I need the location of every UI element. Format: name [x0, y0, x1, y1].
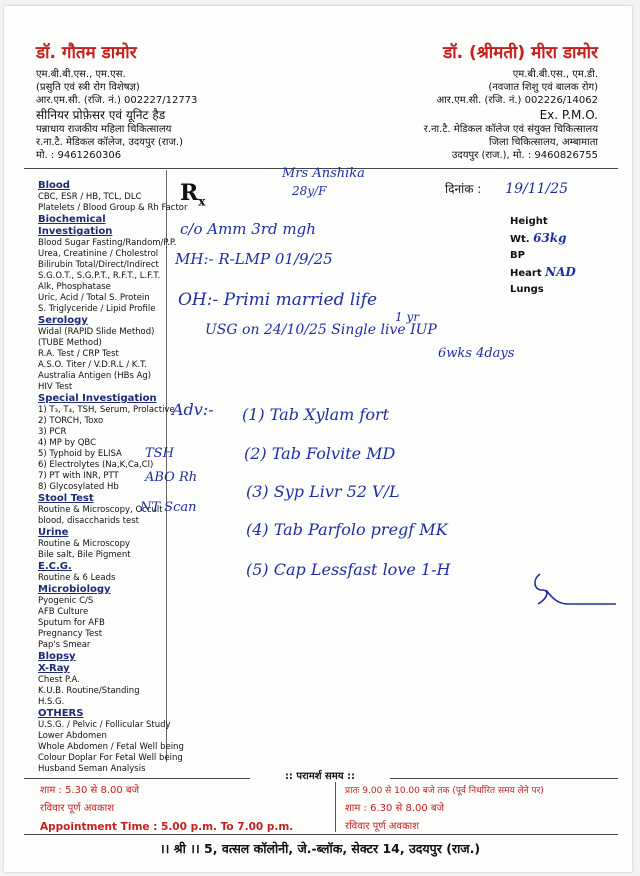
investigation-item: Australia Antigen (HBs Ag)	[38, 371, 152, 381]
investigation-item: 4) MP by QBC	[38, 438, 97, 448]
rx-symbol: $R_x$	[180, 180, 206, 209]
investigation-item: (TUBE Method)	[38, 338, 102, 348]
investigation-heading: Serology	[38, 315, 88, 326]
investigation-item: 2) TORCH, Toxo	[38, 416, 104, 426]
footer-separator	[335, 782, 336, 832]
investigation-heading: Blopsy	[38, 651, 76, 662]
investigation-item: Bile salt, Bile Pigment	[38, 550, 131, 560]
doctor-right-header	[298, 40, 598, 162]
doctor-right-speciality: (नवजात शिशु एवं बालक रोग)	[488, 82, 598, 93]
investigation-item: R.A. Test / CRP Test	[38, 349, 119, 359]
vitals-block	[510, 214, 576, 298]
investigation-heading: Blood	[38, 180, 70, 191]
doctor-left-degree: एम.बी.बी.एस., एम.एस.	[36, 69, 126, 80]
footer-right-evening: शाम : 6.30 से 8.00 बजे	[345, 803, 445, 814]
side-note-tsh: TSH	[145, 446, 174, 461]
investigation-item: Lower Abdomen	[38, 731, 107, 741]
footer-right	[345, 782, 615, 836]
doctor-right-college: र.ना.टै. मेडिकल कॉलेज एवं संयुक्त चिकित्सालय	[423, 124, 598, 135]
investigation-item: Colour Doplar For Fetal Well being	[38, 753, 183, 763]
doctor-left-speciality: (प्रसुति एवं स्त्री रोग विशेषज्ञ)	[36, 82, 140, 93]
obstetric-history: OH:- Primi married life	[178, 290, 378, 310]
medicine-4: (4) Tab Parfolo pregf MK	[246, 520, 448, 539]
investigation-item: Routine & 6 Leads	[38, 573, 116, 583]
patient-name: Mrs Anshika	[282, 166, 365, 181]
investigation-item: 8) Glycosylated Hb	[38, 482, 119, 492]
investigation-item: Alk, Phosphatase	[38, 282, 111, 292]
doctor-right-degree: एम.बी.बी.एस., एम.डी.	[512, 69, 598, 80]
side-note-ntscan: NT Scan	[140, 500, 197, 515]
doctor-right-district: जिला चिकित्सालय, अम्बामाता	[489, 137, 598, 148]
investigation-item: S. Triglyceride / Lipid Profile	[38, 304, 156, 314]
investigation-item: 7) PT with INR, PTT	[38, 471, 119, 481]
investigation-item: Sputum for AFB	[38, 618, 105, 628]
usg-note-2: 6wks 4days	[438, 346, 515, 361]
investigation-item: Whole Abdomen / Fetal Well being	[38, 742, 184, 752]
footer-right-sunday: रविवार पूर्ण अवकाश	[345, 821, 420, 832]
side-note-abo: ABO Rh	[145, 470, 198, 485]
investigation-item: Pyogenic C/S	[38, 596, 94, 606]
investigation-item: K.U.B. Routine/Standing	[38, 686, 140, 696]
footer-left-sunday: रविवार पूर्ण अवकाश	[40, 803, 115, 814]
doctor-left-reg: आर.एम.सी. (रजि. नं.) 002227/12773	[36, 95, 198, 106]
medicine-2: (2) Tab Folvite MD	[244, 444, 396, 463]
date-value: 19/11/25	[505, 181, 569, 197]
investigation-item: Blood Sugar Fasting/Random/P.P.	[38, 238, 177, 248]
vital-heart: Heart NAD	[510, 265, 576, 279]
investigation-heading: Stool Test	[38, 493, 94, 504]
investigation-item: S.G.O.T., S.G.P.T., R.F.T., L.F.T.	[38, 271, 161, 281]
consult-time-heading: :: परामर्श समय ::	[250, 768, 390, 784]
doctor-left-name: डॉ. गौतम डामोर	[36, 43, 137, 63]
footer-right-morning: प्रातः 9.00 से 10.00 बजे तक (पूर्व निर्धारित समय लेने पर)	[345, 786, 544, 796]
investigation-item: Uric, Acid / Total S. Protein	[38, 293, 150, 303]
date-field	[445, 180, 568, 197]
investigation-item: Pap's Smear	[38, 640, 91, 650]
heart-value: NAD	[545, 265, 576, 279]
doctor-right-reg: आर.एम.सी. (रजि. नं.) 002226/14062	[436, 95, 598, 106]
investigation-item: Widal (RAPID Slide Method)	[38, 327, 155, 337]
doctor-right-mobile: उदयपुर (राज.), मो. : 9460826755	[451, 150, 598, 161]
investigation-item: 6) Electrolytes (Na,K,Ca,Cl)	[38, 460, 154, 470]
doctor-right-pmo: Ex. P.M.O.	[539, 108, 598, 122]
investigation-item: Urea, Creatinine / Cholestrol	[38, 249, 159, 259]
doctor-right-name: डॉ. (श्रीमती) मीरा डामोर	[443, 43, 598, 63]
investigation-item: AFB Culture	[38, 607, 89, 617]
weight-value: 63kg	[533, 231, 567, 245]
date-label: दिनांक :	[445, 182, 482, 196]
chief-complaint: c/o Amm 3rd mgh	[180, 220, 316, 238]
investigation-item: U.S.G. / Pelvic / Follicular Study	[38, 720, 171, 730]
medicine-5: (5) Cap Lessfast love 1-H	[246, 560, 451, 579]
investigation-item: Pregnancy Test	[38, 629, 103, 639]
investigation-heading: Microbiology	[38, 584, 111, 595]
advice-label: Adv:-	[172, 400, 214, 419]
investigation-heading: X-Ray	[38, 663, 70, 674]
obstetric-history-duration: 1 yr	[395, 310, 419, 324]
investigation-item: Platelets / Blood Group & Rh Factor	[38, 203, 188, 213]
doctor-left-college: र.ना.टै. मेडिकल कॉलेज, उदयपुर (राज.)	[36, 137, 183, 148]
investigation-item: 3) PCR	[38, 427, 67, 437]
doctor-left-hospital: पन्नाधाय राजकीय महिला चिकित्सालय	[36, 124, 172, 135]
vital-height: Height	[510, 216, 548, 227]
medicine-1: (1) Tab Xylam fort	[242, 405, 390, 424]
doctor-left-header	[36, 40, 276, 162]
footer-left	[40, 782, 294, 836]
medicine-3: (3) Syp Livr 52 V/L	[246, 482, 400, 501]
vital-weight: Wt. 63kg	[510, 231, 567, 245]
investigation-item: HIV Test	[38, 382, 73, 392]
investigation-heading: Biochemical Investigation	[38, 214, 113, 237]
investigation-item: blood, disaccharids test	[38, 516, 139, 526]
usg-note: USG on 24/10/25 Single live IUP	[205, 322, 437, 338]
investigation-item: Bilirubin Total/Direct/Indirect	[38, 260, 159, 270]
vital-bp: BP	[510, 250, 525, 261]
investigation-item: CBC, ESR / HB, TCL, DLC	[38, 192, 142, 202]
menstrual-history: MH:- R-LMP 01/9/25	[175, 250, 333, 268]
investigation-item: Routine & Microscopy, Occult	[38, 505, 163, 515]
investigation-item: Chest P.A.	[38, 675, 80, 685]
doctor-signature	[528, 568, 618, 612]
patient-age: 28y/F	[292, 184, 327, 198]
footer-left-evening: शाम : 5.30 से 8.00 बजे	[40, 785, 140, 796]
investigation-heading: E.C.G.	[38, 561, 72, 572]
investigation-item: Routine & Microscopy	[38, 539, 131, 549]
investigation-item: 1) T₃, T₄, TSH, Serum, Prolactive	[38, 405, 175, 415]
investigation-heading: Urine	[38, 527, 69, 538]
clinic-address: ।। श्री ।। 5, वत्सल कॉलोनी, जे.-ब्लॉक, सेक्टर 14, उदयपुर (राज.)	[159, 841, 481, 856]
investigation-item: A.S.O. Titer / V.D.R.L / K.T.	[38, 360, 147, 370]
investigation-heading: OTHERS	[38, 708, 84, 719]
investigation-item: 5) Typhoid by ELISA	[38, 449, 122, 459]
appointment-time: Appointment Time : 5.00 p.m. To 7.00 p.m.	[40, 821, 294, 833]
address-divider	[24, 834, 618, 835]
investigation-heading: Special Investigation	[38, 393, 157, 404]
investigation-item: Husband Seman Analysis	[38, 764, 146, 774]
doctor-left-designation: सीनियर प्रोफ़ेसर एवं यूनिट हैड	[36, 108, 166, 122]
vital-lungs: Lungs	[510, 284, 544, 295]
investigation-item: H.S.G.	[38, 697, 65, 707]
doctor-left-mobile: मो. : 9461260306	[36, 150, 122, 161]
